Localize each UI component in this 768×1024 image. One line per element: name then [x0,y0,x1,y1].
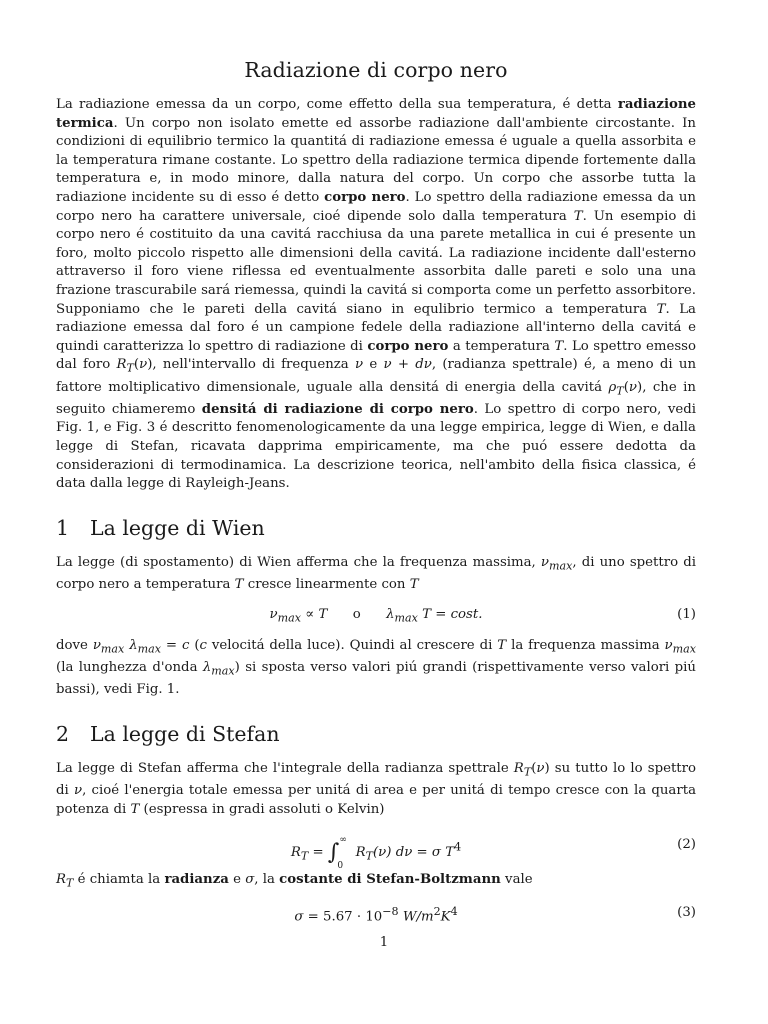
equation-2: $R_T$ = ∫ ∞ 0 $R_T(\nu) d\nu = \sigma$ $T^4$ (2) [290,834,696,871]
section-1-paragraph: La legge (di spostamento) di Wien afferma che la frequenza massima, $\nu_{max}$, di uno spettro di corpo nero a temperatura T cresce linearmente con T [56,554,696,593]
section-2-title: La legge di Stefan [90,721,280,746]
section-1-paragraph-2: dove $\nu_{max}$ $\lambda_{max} = c$ (c velocitá della luce). Quindi al crescere di T la frequenza massima $\nu_{max}$ (la lunghezza d'onda $\lambda_{max}$) si sposta verso valori piú grandi (rispettivamente verso valori piú bassi), vedi Fig. 1. [56,637,696,698]
term-densita-radiazione: densitá di radiazione di corpo nero [201,401,474,417]
section-1-number: 1 [56,515,70,540]
section-1-heading [56,516,696,540]
intro-paragraph: La radiazione emessa da un corpo, come effetto della sua temperatura, é detta radiazione termica. Un corpo non isolato emette ed assorbe radiazione dall'ambiente circostante. In condizioni di equilibrio termico la quantitá di radiazione emessa é uguale a quella assorbita e la temperatura rimane costante. Lo spettro della radiazione termica dipende fortemente dalla temperatura e, in modo minore, dalla natura del corpo. Un corpo che assorbe tutta la radiazione incidente su di esso é detto corpo nero. Lo spettro della radiazione emessa da un corpo nero ha carattere universale, cioé dipende solo dalla temperatura T. Un esempio di corpo nero é costituito da una cavitá racchiusa da una parete metallica in cui é presente un foro, molto piccolo rispetto alle dimensioni della cavitá. La radiazione incidente dall'esterno attraverso il foro viene riflessa ed eventualmente assorbita dalle pareti e solo una una frazione trascurabile sará riemessa, quindi la cavitá si comporta come un perfetto assorbitore. Supponiamo che le pareti della cavitá siano in equlibrio termico a temperatura T. La radiazione emessa dal foro é un campione fedele della radiazione all'interno della cavitá e quindi caratterizza lo spettro di radiazione di corpo nero a temperatura T. Lo spettro emesso dal foro $R_T(\nu)$, nell'intervallo di frequenza ν e ν + dν, (radianza spettrale) é, a meno di un fattore moltiplicativo dimensionale, uguale alla densitá di energia della cavitá $\rho_T(\nu)$, che in seguito chiameremo densitá di radiazione di corpo nero. Lo spettro di corpo nero, vedi Fig. 1, e Fig. 3 é descritto fenomenologicamente da una legge empirica, legge di Wien, e dalla legge di Stefan, ricavata dapprima empiricamente, ma che puó essere dedotta da considerazioni di termodinamica. La descrizione teorica, nell'ambito della fisica classica, é data dalla legge di Rayleigh-Jeans. [56,97,697,492]
section-2-heading [56,722,696,746]
equation-1-number: (1) [677,606,696,622]
equation-2-number: (2) [677,837,696,853]
section-2-number: 2 [56,721,70,746]
section-2-paragraph-2: $R_T$ é chiamta la radianza e σ, la costante di Stefan-Boltzmann vale [56,872,533,890]
term-costante-stefan-boltzmann: costante di Stefan-Boltzmann [279,872,501,888]
term-corpo-nero: corpo nero [324,189,406,205]
equation-1: $\nu_{max} \propto T$ o $\lambda_{max}$ T = cost. (1) [269,606,696,625]
equation-3-number: (3) [677,905,696,921]
page-number: 1 [379,935,389,950]
equation-3: $\sigma = 5.67 \cdot 10^{-8}$ $W/m^2K^4$ (3) [294,905,696,925]
term-radiazione-termica: radiazione termica [56,97,696,131]
document-page [56,58,696,935]
section-2-paragraph: La legge di Stefan afferma che l'integrale della radianza spettrale $R_T(\nu)$ su tutto lo lo spettro di ν, cioé l'energia totale emessa per unitá di area e per unitá di tempo cresce con la quarta potenza di T (espressa in gradi assoluti o Kelvin) [56,760,696,817]
term-radianza: radianza [164,872,229,888]
term-corpo-nero-2: corpo nero [367,338,449,354]
section-1-title: La legge di Wien [90,515,265,540]
document-title: Radiazione di corpo nero [244,58,508,82]
